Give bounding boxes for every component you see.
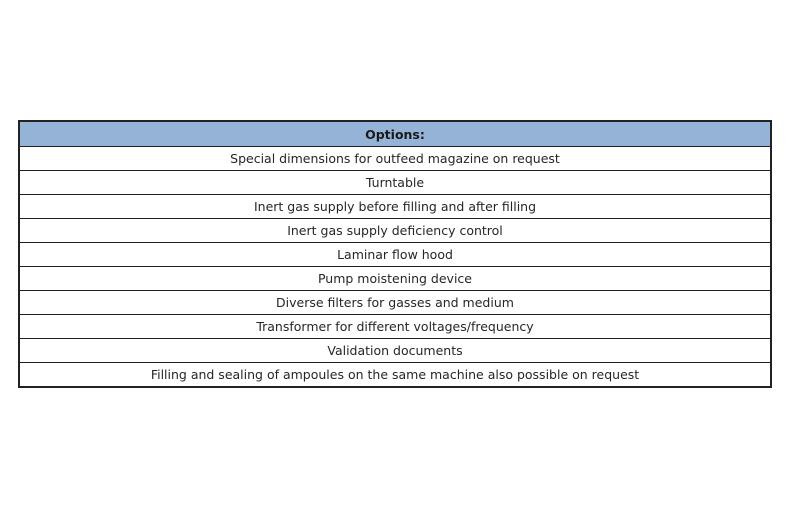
table-row xyxy=(19,243,771,267)
option-cell: Inert gas supply deficiency control xyxy=(19,219,771,243)
table-row xyxy=(19,267,771,291)
option-cell: Special dimensions for outfeed magazine on request xyxy=(19,147,771,171)
option-cell: Validation documents xyxy=(19,339,771,363)
option-cell: Diverse filters for gasses and medium xyxy=(19,291,771,315)
table-row xyxy=(19,219,771,243)
options-header: Options: xyxy=(19,121,771,147)
option-cell: Laminar flow hood xyxy=(19,243,771,267)
table-row xyxy=(19,195,771,219)
options-table xyxy=(18,120,772,388)
table-row xyxy=(19,363,771,388)
option-cell: Filling and sealing of ampoules on the same machine also possible on request xyxy=(19,363,771,388)
table-row xyxy=(19,147,771,171)
table-row xyxy=(19,315,771,339)
option-cell: Turntable xyxy=(19,171,771,195)
option-cell: Pump moistening device xyxy=(19,267,771,291)
table-header-row xyxy=(19,121,771,147)
option-cell: Inert gas supply before filling and after filling xyxy=(19,195,771,219)
option-cell: Transformer for different voltages/frequency xyxy=(19,315,771,339)
table-row xyxy=(19,291,771,315)
table-row xyxy=(19,171,771,195)
table-row xyxy=(19,339,771,363)
